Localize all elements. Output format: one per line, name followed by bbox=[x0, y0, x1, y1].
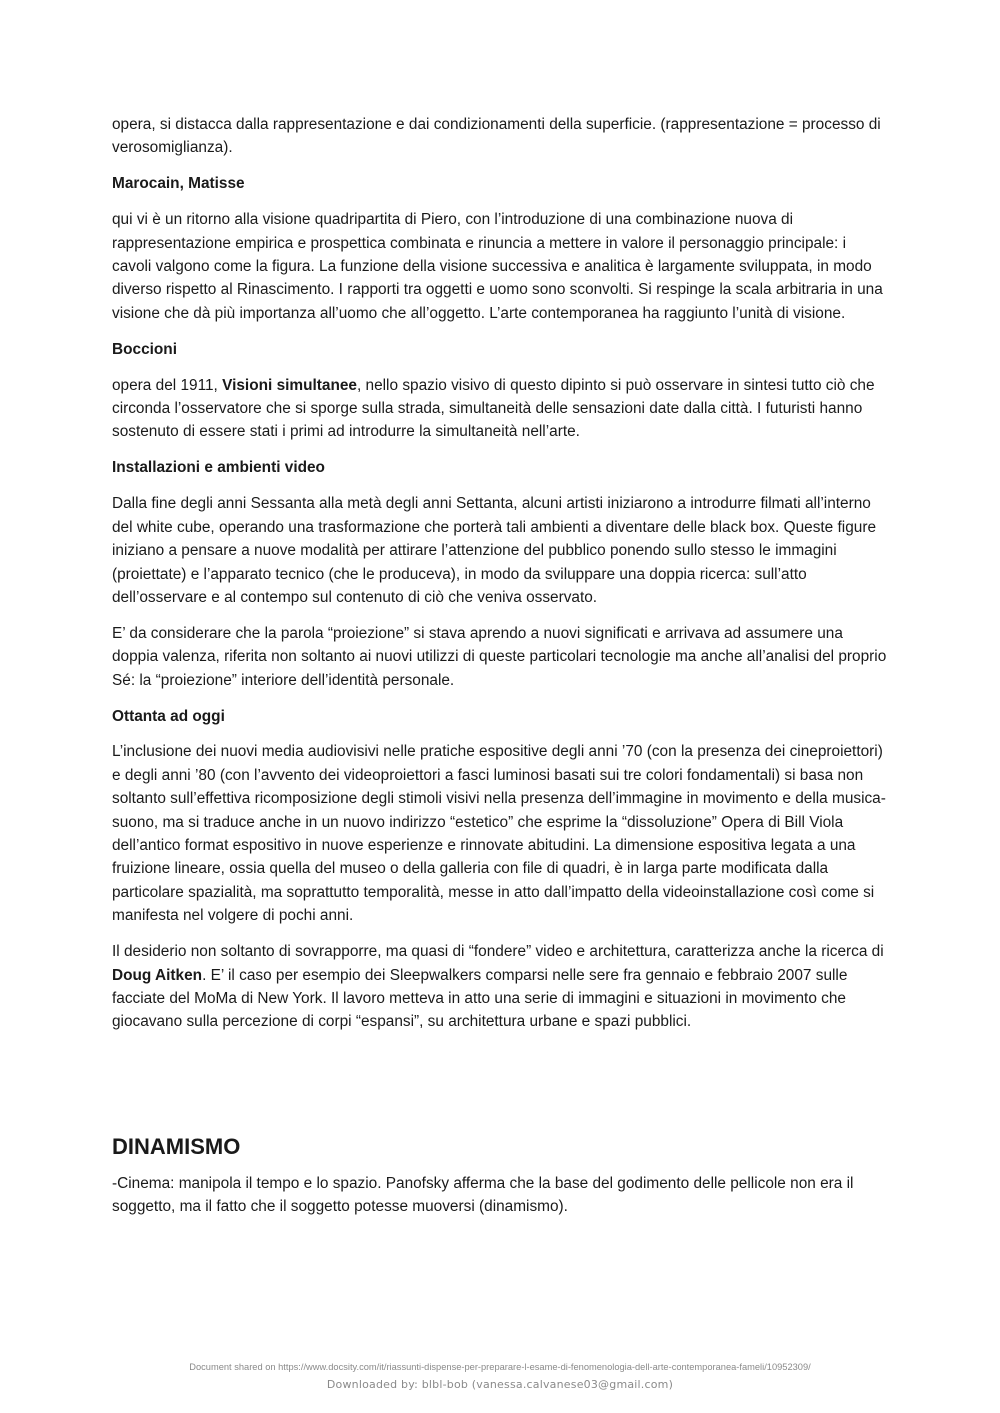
paragraph-marocain: qui vi è un ritorno alla visione quadripartita di Piero, con l’introduzione di una combinazione nuova di rappresentazione empirica e prospettica combinata e rinuncia a mettere in valore il personaggio principale: i cavoli valgono come la figura. La funzione della visione successiva e analitica è largamente sviluppata, in modo diverso rispetto al Rinascimento. I rapporti tra oggetti e uomo sono sconvolti. Si respinge la scala arbitraria in una visione che dà più importanza all’uomo che all’oggetto. L’arte contemporanea ha raggiunto l’unità di visione. bbox=[112, 211, 883, 322]
paragraph-proiezione: E’ da considerare che la parola “proiezione” si stava aprendo a nuovi significati e arrivava ad assumere una doppia valenza, riferita non soltanto ai nuovi utilizzi di queste particolari tecnologie ma anche all’analisi del proprio Sé: la “proiezione” interiore dell’identità personale. bbox=[112, 624, 887, 689]
paragraph-ottanta: L’inclusione dei nuovi media audiovisivi nelle pratiche espositive degli anni ’70 (con la presenza dei cineproiettori) e degli anni ’80 (con l’avvento dei videoproiettori a fasci luminosi basati sui tre colori fondamentali) si basa non soltanto sull’effettiva ricomposizione degli stimoli visivi nella presenza dell’immagine in movimento e della musica-suono, ma si traduce anche in un nuovo indirizzo “estetico” che esprime la “dissoluzione” Opera di Bill Viola dell’antico format espositivo in nuove esperienze e rinnovate abitudini. La dimensione espositiva legata a una fruizione lineare, ossia quella del museo o della galleria con file di quadri, è in larga parte modificata dalla particolare spazialità, ma soprattutto temporalità, messe in atto dall’impatto della videoinstallazione così come si manifesta nel volgere di pochi anni. bbox=[112, 743, 886, 925]
section-heading-marocain: Marocain, Matisse bbox=[112, 175, 245, 193]
section-heading-dinamismo: DINAMISMO bbox=[112, 1133, 241, 1159]
aitken-text-post: . E’ il caso per esempio dei Sleepwalkers comparsi nelle sere fra gennaio e febbraio 2007 sulle facciate del MoMa di New York. Il lavoro metteva in atto una serie di immagini e situazioni in movimento che giocavano sulla percezione di corpi “espansi”, su architettura urbane e spazi pubblici. bbox=[112, 966, 848, 1031]
aitken-text-pre: Il desiderio non soltanto di sovrapporre, ma quasi di “fondere” video e architettura, caratterizza anche la ricerca di bbox=[112, 943, 884, 961]
paragraph-aitken bbox=[112, 940, 888, 1034]
paragraph-dinamismo: -Cinema: manipola il tempo e lo spazio. Panofsky afferma che la base del godimento delle pellicole non era il soggetto, ma il fatto che il soggetto potesse muoversi (dinamismo). bbox=[112, 1174, 854, 1216]
boccioni-text-post: , nello spazio visivo di questo dipinto si può osservare in sintesi tutto ciò che circonda l’osservatore che si sporge sulla strada, simultaneità delle sensazioni date dalla città. I futuristi hanno sostenuto di essere stati i primi ad introdurre la simultaneità nell’arte. bbox=[112, 376, 875, 441]
paragraph-intro: opera, si distacca dalla rappresentazione e dai condizionamenti della superficie. (rappresentazione = processo di verosomiglianza). bbox=[112, 116, 881, 157]
aitken-name: Doug Aitken bbox=[112, 966, 203, 984]
footer-downloaded-by: Downloaded by: blbl-bob (vanessa.calvanese03@gmail.com) bbox=[326, 1378, 674, 1391]
section-heading-installazioni: Installazioni e ambienti video bbox=[112, 459, 325, 477]
section-heading-ottanta: Ottanta ad oggi bbox=[112, 707, 225, 725]
paragraph-boccioni bbox=[112, 374, 888, 444]
section-heading-boccioni: Boccioni bbox=[112, 340, 177, 358]
boccioni-text-pre: opera del 1911, bbox=[112, 376, 223, 394]
paragraph-installazioni: Dalla fine degli anni Sessanta alla metà degli anni Settanta, alcuni artisti iniziarono a introdurre filmati all’interno del white cube, operando una trasformazione che porterà tali ambienti a diventare delle black box. Queste figure iniziano a pensare a nuove modalità per attirare l’attenzione del pubblico ponendo sullo stesso le immagini (proiettate) e l’apparato tecnico (che le produceva), in modo da sviluppare una doppia ricerca: sull’atto dell’osservare e al contempo sul contenuto di ciò che veniva osservato. bbox=[112, 495, 877, 606]
footer-shared-link[interactable]: Document shared on https://www.docsity.com/it/riassunti-dispense-per-preparare-l-esame-di-fenomenologia-dell-arte-contemporanea-fameli/10952309/ bbox=[189, 1362, 811, 1372]
boccioni-work-title: Visioni simultanee bbox=[222, 376, 357, 394]
document-body bbox=[112, 113, 888, 1231]
